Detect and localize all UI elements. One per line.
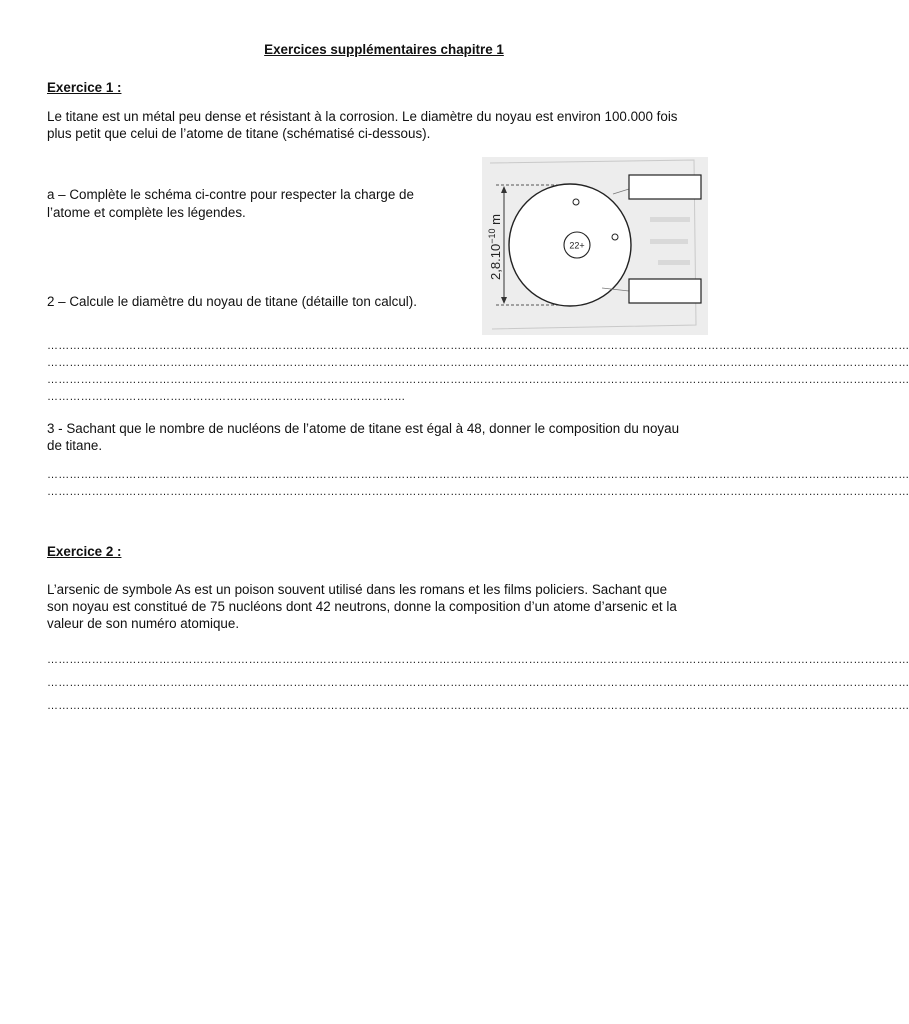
nucleus-charge-label: 22+ xyxy=(569,240,585,251)
exercise-2-line-3: valeur de son numéro atomique. xyxy=(47,616,240,631)
electron-1 xyxy=(573,199,579,205)
answer-line[interactable]: …………………………………………………………………………………………………………………………………………………………………………………………………………… xyxy=(47,654,909,666)
question-2: 2 – Calcule le diamètre du noyau de titane (détaille ton calcul). xyxy=(47,294,417,309)
question-a-line-2: l’atome et complète les légendes. xyxy=(47,205,246,220)
answer-line[interactable]: …………………………………………………………………………………………………………………………………………………………………………………………………………… xyxy=(47,340,909,352)
exercise-2-heading: Exercice 2 : xyxy=(47,544,122,559)
question-3-line-2: de titane. xyxy=(47,438,103,453)
exercise-2-line-1: L’arsenic de symbole As est un poison souvent utilisé dans les romans et les films policiers. Sachant que xyxy=(47,582,668,597)
exercise-1-intro-line-2: plus petit que celui de l’atome de titane (schématisé ci-dessous). xyxy=(47,126,431,141)
answer-line[interactable]: …………………………………………………………………………………………………………………………………………………………………………………………………………… xyxy=(47,677,909,689)
exercise-1-intro-line-1: Le titane est un métal peu dense et résistant à la corrosion. Le diamètre du noyau est environ 100.000 fois xyxy=(47,109,678,124)
legend-box-top[interactable] xyxy=(629,175,701,199)
atom-diagram-svg xyxy=(482,157,708,335)
question-3-line-1: 3 - Sachant que le nombre de nucléons de l’atome de titane est égal à 48, donner le composition du noyau xyxy=(47,421,680,436)
exercise-1-heading: Exercice 1 : xyxy=(47,80,122,95)
answer-line[interactable]: …………………………………………………………………………………………………………………………………………………………………………………………………………… xyxy=(47,486,909,498)
exercise-2-line-2: son noyau est constitué de 75 nucléons dont 42 neutrons, donne la composition d’un atome d’arsenic et la xyxy=(47,599,677,614)
titanium-atom-diagram xyxy=(482,157,708,335)
legend-box-bottom[interactable] xyxy=(629,279,701,303)
answer-line[interactable]: …………………………………………………………………………………………………………………………………………………………………………………………………………… xyxy=(47,700,909,712)
answer-line-short[interactable]: …………………………………………………………………………………… xyxy=(47,391,406,403)
page-title: Exercices supplémentaires chapitre 1 xyxy=(264,42,504,57)
answer-line[interactable]: …………………………………………………………………………………………………………………………………………………………………………………………………………… xyxy=(47,469,909,481)
diameter-label: $2,8.10^{-10}$ m xyxy=(487,214,503,280)
electron-2 xyxy=(612,234,618,240)
question-a-line-1: a – Complète le schéma ci-contre pour respecter la charge de xyxy=(47,187,414,202)
answer-line[interactable]: …………………………………………………………………………………………………………………………………………………………………………………………………………… xyxy=(47,357,909,369)
answer-line[interactable]: …………………………………………………………………………………………………………………………………………………………………………………………………………… xyxy=(47,374,909,386)
